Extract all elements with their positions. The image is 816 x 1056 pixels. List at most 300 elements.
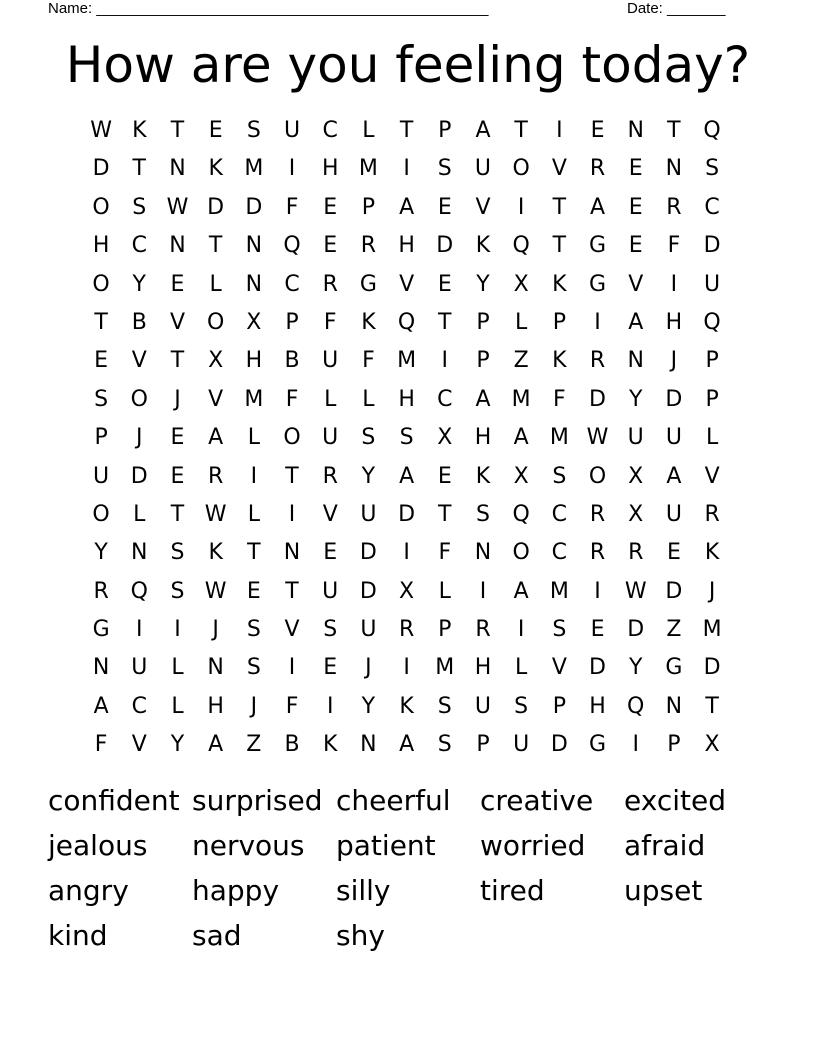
grid-letter: P [552, 693, 566, 719]
grid-letter: T [438, 309, 452, 335]
grid-letter: H [207, 693, 224, 719]
grid-letter: J [365, 655, 372, 681]
grid-letter: E [323, 233, 338, 259]
grid-letter: I [517, 617, 525, 643]
grid-letter: Y [361, 463, 376, 489]
word-bank-item: silly [336, 874, 391, 907]
grid-letter: D [92, 156, 110, 182]
grid-letter: I [479, 578, 487, 604]
grid-letter: C [551, 501, 568, 527]
grid-letter: E [170, 425, 185, 451]
grid-letter: M [702, 617, 722, 643]
grid-letter: I [632, 732, 639, 758]
grid-letter: D [703, 655, 721, 681]
grid-letter: X [437, 425, 453, 451]
grid-letter: A [628, 309, 644, 335]
grid-letter: X [704, 732, 720, 758]
grid-row [82, 458, 732, 496]
grid-letter: I [326, 693, 334, 719]
grid-letter: C [131, 693, 147, 719]
grid-letter: K [475, 233, 491, 259]
grid-letter: S [437, 156, 452, 182]
grid-letter: U [360, 617, 377, 643]
grid-letter: C [437, 386, 453, 412]
grid-letter: M [511, 386, 531, 412]
grid-letter: I [136, 617, 143, 643]
grid-letter: B [284, 732, 300, 758]
grid-letter: S [246, 118, 261, 143]
grid-letter: Q [512, 233, 530, 259]
word-bank-item: jealous [48, 829, 148, 862]
grid-letter: R [589, 348, 606, 374]
grid-letter: B [131, 309, 147, 335]
word-bank-item: nervous [192, 829, 305, 862]
grid-letter: R [475, 617, 491, 643]
grid-letter: E [323, 655, 338, 681]
grid-letter: E [94, 348, 109, 374]
grid-letter: U [665, 425, 682, 451]
grid-letter: M [435, 655, 455, 681]
grid-letter: S [437, 732, 452, 758]
grid-letter: W [204, 578, 227, 604]
grid-letter: X [513, 271, 529, 297]
grid-letter: D [665, 578, 683, 604]
grid-letter: Y [132, 271, 146, 297]
grid-letter: W [166, 194, 189, 220]
grid-letter: N [665, 156, 683, 182]
grid-letter: V [131, 348, 147, 374]
grid-letter: L [362, 386, 375, 412]
grid-letter: C [322, 118, 338, 143]
grid-letter: F [94, 732, 108, 758]
word-bank-item: patient [336, 829, 436, 862]
grid-letter: P [705, 386, 719, 412]
grid-letter: U [474, 156, 492, 182]
grid-letter: J [670, 348, 678, 374]
grid-letter: R [589, 156, 606, 182]
grid-letter: E [628, 233, 643, 259]
grid-letter: V [704, 463, 720, 489]
grid-row [82, 419, 732, 457]
grid-letter: I [288, 501, 296, 527]
date-field-label: Date: _______ [627, 0, 726, 17]
grid-letter: T [514, 118, 528, 143]
grid-letter: E [628, 194, 643, 220]
grid-letter: M [397, 348, 417, 374]
grid-letter: M [549, 425, 569, 451]
grid-letter: G [589, 271, 607, 297]
grid-letter: T [552, 233, 567, 259]
grid-letter: H [474, 425, 492, 451]
grid-letter: A [590, 194, 606, 220]
grid-letter: Y [94, 540, 108, 566]
grid-letter: X [399, 578, 415, 604]
grid-letter: U [513, 732, 530, 758]
grid-letter: E [170, 463, 185, 489]
grid-letter: Q [512, 501, 530, 527]
grid-letter: O [92, 194, 110, 220]
grid-letter: T [170, 501, 185, 527]
grid-letter: O [92, 271, 110, 297]
grid-letter: D [130, 463, 148, 489]
grid-row [82, 611, 732, 649]
grid-letter: I [403, 655, 410, 681]
grid-letter: E [666, 540, 681, 566]
grid-letter: R [360, 233, 377, 259]
grid-letter: Y [476, 271, 490, 297]
grid-letter: L [515, 655, 528, 681]
grid-letter: D [398, 501, 416, 527]
grid-letter: N [627, 348, 644, 374]
grid-letter: E [590, 617, 605, 643]
grid-letter: V [284, 617, 300, 643]
grid-row [82, 534, 732, 572]
grid-letter: P [361, 194, 376, 220]
grid-letter: I [594, 578, 601, 604]
grid-row [82, 266, 732, 304]
word-bank-item: upset [624, 874, 703, 907]
grid-letter: Q [397, 309, 416, 335]
grid-letter: N [245, 233, 263, 259]
grid-letter: O [512, 540, 530, 566]
grid-letter: V [169, 309, 185, 335]
grid-letter: I [288, 655, 296, 681]
grid-letter: F [285, 386, 299, 412]
grid-letter: S [94, 386, 109, 412]
grid-letter: U [283, 118, 301, 143]
grid-letter: U [474, 693, 492, 719]
grid-letter: R [322, 271, 338, 297]
grid-letter: T [667, 118, 681, 143]
grid-letter: N [474, 540, 492, 566]
grid-letter: Q [703, 309, 721, 335]
grid-letter: S [246, 617, 261, 643]
grid-letter: A [399, 194, 415, 220]
grid-letter: D [665, 386, 683, 412]
grid-letter: F [285, 693, 299, 719]
grid-letter: S [246, 655, 261, 681]
grid-letter: K [704, 540, 720, 566]
grid-letter: S [170, 578, 185, 604]
grid-letter: P [552, 309, 566, 335]
grid-letter: S [437, 693, 452, 719]
grid-letter: Z [513, 348, 529, 374]
grid-letter: W [624, 578, 647, 604]
grid-letter: E [628, 156, 643, 182]
grid-letter: H [474, 655, 492, 681]
grid-row [82, 227, 732, 265]
grid-letter: V [551, 156, 567, 182]
grid-letter: R [704, 501, 720, 527]
grid-row [82, 381, 732, 419]
grid-letter: N [665, 693, 683, 719]
grid-letter: D [589, 655, 606, 681]
grid-letter: T [208, 233, 223, 259]
grid-letter: S [399, 425, 414, 451]
grid-letter: T [399, 118, 414, 143]
grid-letter: E [437, 463, 452, 489]
grid-letter: D [359, 540, 377, 566]
grid-letter: V [551, 655, 567, 681]
grid-letter: S [552, 463, 567, 489]
grid-letter: L [171, 693, 184, 719]
grid-letter: T [552, 194, 567, 220]
grid-letter: R [398, 617, 415, 643]
grid-letter: F [323, 309, 337, 335]
grid-letter: V [208, 386, 224, 412]
grid-letter: B [284, 348, 300, 374]
grid-letter: M [358, 156, 378, 182]
grid-letter: I [517, 194, 525, 220]
grid-letter: G [665, 655, 683, 681]
grid-letter: V [399, 271, 415, 297]
grid-letter: Y [628, 386, 643, 412]
grid-letter: L [171, 655, 184, 681]
word-bank-item: kind [48, 919, 108, 952]
grid-letter: H [398, 233, 415, 259]
name-field-label: Name: _______________________________________________ [48, 0, 489, 17]
grid-letter: N [169, 156, 186, 182]
grid-letter: Q [130, 578, 148, 604]
grid-letter: A [666, 463, 682, 489]
grid-letter: N [245, 271, 263, 297]
grid-letter: Z [246, 732, 262, 758]
grid-letter: L [133, 501, 146, 527]
grid-row [82, 150, 732, 188]
grid-letter: I [174, 617, 181, 643]
grid-letter: I [441, 348, 449, 374]
grid-letter: D [703, 233, 721, 259]
grid-letter: P [438, 118, 452, 143]
grid-letter: A [208, 425, 224, 451]
grid-letter: L [247, 501, 260, 527]
grid-letter: N [92, 655, 110, 681]
grid-letter: T [94, 309, 108, 335]
grid-letter: A [93, 693, 109, 719]
grid-letter: P [476, 309, 490, 335]
grid-letter: I [288, 156, 296, 182]
grid-letter: A [513, 425, 529, 451]
grid-letter: T [247, 540, 261, 566]
word-bank-item: happy [192, 874, 280, 907]
grid-letter: Y [170, 732, 185, 758]
grid-letter: X [208, 348, 224, 374]
grid-letter: K [208, 540, 223, 566]
grid-letter: R [589, 501, 606, 527]
grid-letter: T [170, 348, 185, 374]
grid-letter: V [475, 194, 491, 220]
word-bank-item: shy [336, 919, 385, 952]
grid-row [82, 496, 732, 534]
grid-letter: Q [627, 693, 645, 719]
grid-letter: U [627, 425, 644, 451]
grid-letter: E [170, 271, 185, 297]
grid-letter: I [250, 463, 258, 489]
grid-letter: A [475, 118, 491, 143]
grid-letter: J [212, 617, 219, 643]
grid-letter: N [283, 540, 301, 566]
grid-letter: P [94, 425, 108, 451]
grid-letter: T [132, 156, 146, 182]
grid-letter: N [131, 540, 148, 566]
grid-letter: C [551, 540, 568, 566]
grid-letter: K [552, 271, 567, 297]
grid-letter: R [666, 194, 682, 220]
grid-letter: I [403, 156, 410, 182]
grid-letter: A [208, 732, 224, 758]
grid-letter: P [285, 309, 299, 335]
grid-letter: K [132, 118, 147, 143]
grid-letter: W [204, 501, 227, 527]
grid-letter: U [665, 501, 682, 527]
grid-letter: J [708, 578, 716, 604]
grid-letter: K [552, 348, 567, 374]
grid-letter: J [250, 693, 258, 719]
word-bank-item: confident [48, 784, 180, 817]
word-search-grid [82, 112, 732, 765]
grid-letter: X [628, 463, 644, 489]
grid-letter: U [322, 348, 339, 374]
grid-letter: M [244, 156, 264, 182]
word-bank-item: tired [480, 874, 545, 907]
grid-letter: G [589, 732, 607, 758]
grid-letter: R [589, 540, 606, 566]
grid-letter: D [589, 386, 606, 412]
grid-letter: G [589, 233, 607, 259]
word-bank-item: afraid [624, 829, 706, 862]
grid-letter: T [438, 501, 452, 527]
grid-letter: G [359, 271, 377, 297]
grid-letter: S [170, 540, 185, 566]
word-bank-item: angry [48, 874, 129, 907]
grid-letter: E [437, 194, 452, 220]
grid-letter: V [322, 501, 338, 527]
grid-letter: O [130, 386, 148, 412]
grid-letter: M [549, 578, 569, 604]
grid-row [82, 649, 732, 687]
grid-letter: F [553, 386, 566, 412]
grid-letter: M [244, 386, 264, 412]
grid-letter: D [245, 194, 263, 220]
grid-letter: U [704, 271, 721, 297]
grid-letter: J [136, 425, 143, 451]
grid-letter: K [475, 463, 491, 489]
page-title: How are you feeling today? [65, 36, 751, 94]
grid-letter: N [360, 732, 377, 758]
grid-letter: L [438, 578, 451, 604]
grid-letter: H [245, 348, 263, 374]
grid-letter: L [209, 271, 222, 297]
word-bank-item: surprised [192, 784, 323, 817]
grid-letter: P [667, 732, 681, 758]
grid-letter: F [285, 194, 299, 220]
grid-letter: X [246, 309, 262, 335]
grid-letter: K [361, 309, 376, 335]
grid-letter: S [361, 425, 376, 451]
grid-letter: L [515, 309, 528, 335]
word-bank-item: excited [624, 784, 726, 817]
grid-letter: S [552, 617, 567, 643]
grid-letter: E [323, 194, 338, 220]
grid-letter: P [476, 348, 490, 374]
grid-letter: W [90, 118, 112, 143]
grid-letter: U [131, 655, 148, 681]
grid-letter: X [628, 501, 644, 527]
grid-row [82, 573, 732, 611]
grid-letter: G [92, 617, 110, 643]
grid-letter: D [207, 194, 225, 220]
grid-letter: Y [628, 655, 643, 681]
grid-letter: U [93, 463, 110, 489]
grid-letter: V [628, 271, 644, 297]
grid-letter: L [705, 425, 719, 451]
grid-letter: H [589, 693, 606, 719]
grid-letter: A [399, 732, 415, 758]
grid-letter: Z [666, 617, 682, 643]
grid-letter: S [132, 194, 147, 220]
grid-letter: I [594, 309, 601, 335]
grid-letter: L [247, 425, 260, 451]
grid-letter: R [208, 463, 224, 489]
grid-row [82, 726, 732, 764]
grid-letter: I [403, 540, 410, 566]
grid-letter: P [476, 732, 490, 758]
grid-letter: S [705, 156, 720, 182]
word-bank-item: creative [480, 784, 594, 817]
grid-letter: O [512, 156, 530, 182]
grid-letter: C [704, 194, 720, 220]
grid-letter: C [131, 233, 147, 259]
grid-letter: F [667, 233, 681, 259]
grid-row [82, 342, 732, 380]
grid-letter: A [475, 386, 491, 412]
grid-letter: T [170, 118, 185, 143]
grid-letter: S [514, 693, 529, 719]
grid-letter: E [323, 540, 338, 566]
grid-letter: I [556, 118, 563, 143]
grid-letter: A [513, 578, 529, 604]
grid-letter: O [283, 425, 301, 451]
grid-letter: P [438, 617, 452, 643]
grid-letter: H [398, 386, 415, 412]
grid-letter: A [399, 463, 415, 489]
grid-letter: D [436, 233, 454, 259]
grid-letter: T [285, 578, 299, 604]
grid-letter: W [586, 425, 609, 451]
grid-row [82, 304, 732, 342]
grid-letter: F [362, 348, 375, 374]
word-bank-item: sad [192, 919, 242, 952]
grid-letter: H [665, 309, 683, 335]
grid-row [82, 189, 732, 227]
grid-letter: X [513, 463, 529, 489]
grid-letter: N [627, 118, 644, 143]
grid-row [82, 112, 732, 150]
grid-letter: Q [283, 233, 301, 259]
grid-letter: Y [361, 693, 376, 719]
grid-letter: L [324, 386, 337, 412]
grid-letter: S [475, 501, 490, 527]
grid-letter: K [323, 732, 338, 758]
grid-letter: K [399, 693, 414, 719]
grid-letter: U [322, 578, 339, 604]
grid-letter: F [438, 540, 452, 566]
word-bank-item: cheerful [336, 784, 451, 817]
grid-letter: R [628, 540, 644, 566]
grid-letter: E [208, 118, 223, 143]
grid-letter: H [321, 156, 339, 182]
grid-letter: I [670, 271, 678, 297]
